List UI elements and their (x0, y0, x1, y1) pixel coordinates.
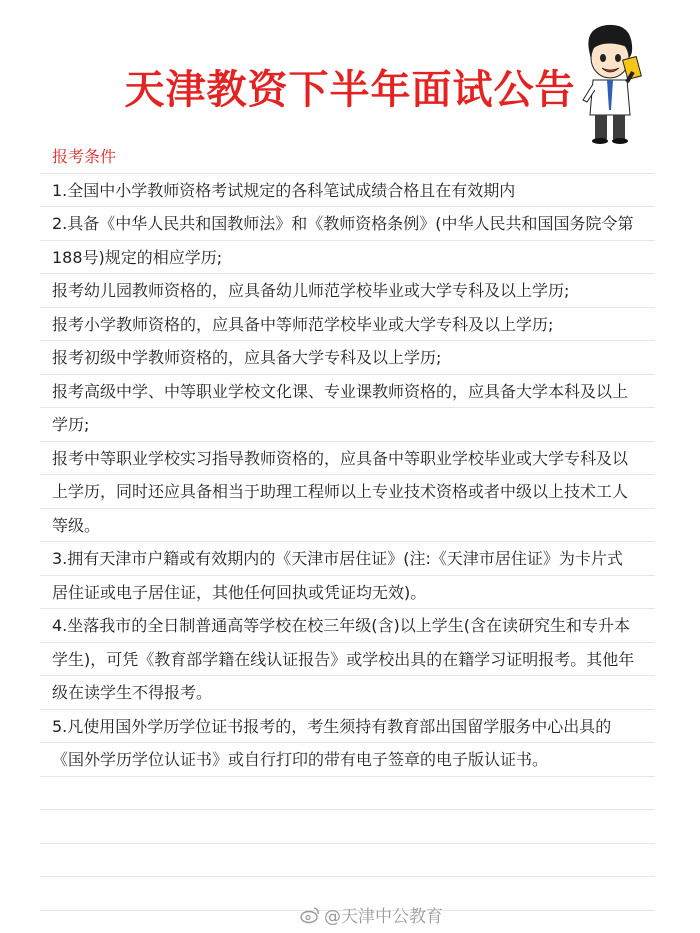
text-line: 居住证或电子居住证，其他任何回执或凭证均无效)。 (40, 576, 655, 610)
text-line: 报考高级中学、中等职业学校文化课、专业课教师资格的，应具备大学本科及以上 (40, 375, 655, 409)
text-line: 4.坐落我市的全日制普通高等学校在校三年级(含)以上学生(含在读研究生和专升本 (40, 609, 655, 643)
text-line: 3.拥有天津市户籍或有效期内的《天津市居住证》(注:《天津市居住证》为卡片式 (40, 542, 655, 576)
page-title: 天津教资下半年面试公告 (124, 67, 576, 113)
text-line: 学生)，可凭《教育部学籍在线认证报告》或学校出具的在籍学习证明报考。其他年 (40, 643, 655, 677)
text-line: 级在读学生不得报考。 (40, 676, 655, 710)
text-line: 报考小学教师资格的，应具备中等师范学校毕业或大学专科及以上学历; (40, 308, 655, 342)
text-line: 上学历，同时还应具备相当于助理工程师以上专业技术资格或者中级以上技术工人 (40, 475, 655, 509)
text-line: 1.全国中小学教师资格考试规定的各科笔试成绩合格且在有效期内 (40, 174, 655, 208)
blank-line (40, 777, 655, 811)
blank-line (40, 810, 655, 844)
text-line: 等级。 (40, 509, 655, 543)
watermark (300, 902, 443, 927)
mascot-illustration (575, 20, 645, 145)
section-heading: 报考条件 (40, 140, 655, 174)
content-list (40, 140, 655, 911)
watermark-text: @天津中公教育 (324, 907, 443, 927)
text-line: 《国外学历学位认证书》或自行打印的带有电子签章的电子版认证书。 (40, 743, 655, 777)
text-line: 2.具备《中华人民共和国教师法》和《教师资格条例》(中华人民共和国国务院令第 (40, 207, 655, 241)
blank-line (40, 844, 655, 878)
text-line: 188号)规定的相应学历; (40, 241, 655, 275)
text-line: 5.凡使用国外学历学位证书报考的，考生须持有教育部出国留学服务中心出具的 (40, 710, 655, 744)
weibo-icon (300, 906, 320, 924)
text-line: 学历; (40, 408, 655, 442)
text-line: 报考初级中学教师资格的，应具备大学专科及以上学历; (40, 341, 655, 375)
text-line: 报考幼儿园教师资格的，应具备幼儿师范学校毕业或大学专科及以上学历; (40, 274, 655, 308)
text-line: 报考中等职业学校实习指导教师资格的，应具备中等职业学校毕业或大学专科及以 (40, 442, 655, 476)
